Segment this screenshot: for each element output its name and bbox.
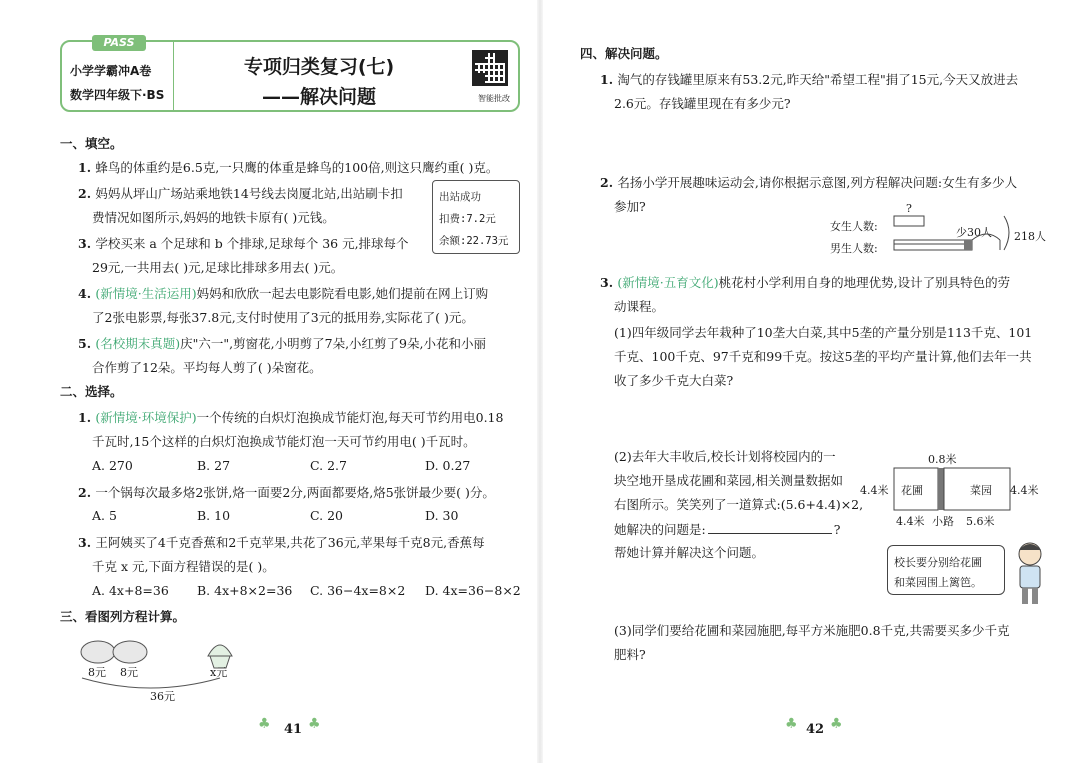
- question-text: 蜂鸟的体重约是6.5克,一只鹰的体重是蜂鸟的100倍,则这只鹰约重( )克。: [95, 160, 499, 175]
- subquestion-3-line2: 肥料?: [614, 647, 646, 662]
- speech-line: 和菜园围上篱笆。: [894, 576, 982, 589]
- question-4-1-cont: 2.6元。存钱罐里现在有多少元?: [614, 96, 791, 111]
- girls-bar: [894, 216, 924, 226]
- right-page: [540, 0, 1080, 763]
- question-2-2: 2. 一个锅每次最多烙2张饼,烙一面要2分,两面都要烙,烙5张饼最少要( )分。: [78, 485, 495, 500]
- question-text: 桃花村小学利用自身的地理优势,设计了别具特色的劳: [718, 275, 1011, 290]
- boy-character-icon: [1010, 540, 1050, 608]
- question-text: 一个锅每次最多烙2张饼,烙一面要2分,两面都要烙,烙5张饼最少要( )分。: [95, 485, 495, 500]
- choice-a[interactable]: A. 270: [92, 458, 133, 473]
- vegetable-garden-label: 菜园: [970, 484, 992, 497]
- context-tag: (新情境·生活运用): [95, 286, 197, 301]
- path-strip: [938, 468, 944, 510]
- speech-bubble: [887, 545, 1005, 595]
- question-1-1: 1. 蜂鸟的体重约是6.5克,一只鹰的体重是蜂鸟的100倍,则这只鹰约重( )克。: [78, 160, 499, 175]
- question-4-3-cont: 动课程。: [614, 299, 665, 314]
- choice-a[interactable]: A. 4x+8=36: [92, 583, 169, 598]
- question-4-2: 2. 名扬小学开展趣味运动会,请你根据示意图,列方程解决问题:女生有多少人: [600, 175, 1018, 190]
- question-4-2-cont: 参加?: [614, 199, 646, 214]
- question-text: 淘气的存钱罐里原来有53.2元,昨天给"希望工程"捐了15元,今天又放进去: [617, 72, 1019, 87]
- question-4-1: 1. 淘气的存钱罐里原来有53.2元,昨天给"希望工程"捐了15元,今天又放进去: [600, 72, 1019, 87]
- question-text: 她解决的问题是:: [614, 522, 706, 537]
- label-price-x: x元: [210, 666, 228, 679]
- question-2-1: 1. (新情境·环境保护)一个传统的白炽灯泡换成节能灯泡,每天可节约用电0.18: [78, 410, 504, 425]
- choice-b[interactable]: B. 27: [197, 458, 231, 473]
- pass-logo: PASS: [92, 35, 146, 51]
- page-number: 42: [806, 722, 825, 737]
- question-text: 庆"六一",剪窗花,小明剪了7朵,小红剪了9朵,小花和小丽: [180, 336, 486, 351]
- page-number: 41: [284, 722, 303, 737]
- question-text: 王阿姨买了4千克香蕉和2千克苹果,共花了36元,苹果每千克8元,香蕉每: [95, 535, 485, 550]
- context-tag: (新情境·环境保护): [95, 410, 197, 425]
- question-2-3-cont: 千克 x 元,下面方程错误的是( )。: [92, 559, 275, 574]
- sprout-icon: ♣: [830, 716, 843, 732]
- sprout-icon: ♣: [258, 716, 271, 732]
- subquestion-1-line2: 千克、100千克、97千克和99千克。按这5垄的平均产量计算,他们去年一共: [614, 349, 1032, 364]
- question-2-3: 3. 王阿姨买了4千克香蕉和2千克苹果,共花了36元,苹果每千克8元,香蕉每: [78, 535, 485, 550]
- choice-c[interactable]: C. 2.7: [310, 458, 347, 473]
- subquestion-1-line3: 收了多少千克大白菜?: [614, 373, 734, 388]
- context-tag: (名校期末真题): [95, 336, 181, 351]
- question-1-3: 3. 学校买来 a 个足球和 b 个排球,足球每个 36 元,排球每个: [78, 236, 409, 251]
- subquestion-2-line5: 帮她计算并解决这个问题。: [614, 545, 765, 560]
- receipt-line: 出站成功: [439, 191, 481, 203]
- choice-b[interactable]: B. 10: [197, 508, 231, 523]
- subquestion-3-line1: (3)同学们要给花圃和菜园施肥,每平方米施肥0.8千克,共需要买多少千克: [614, 623, 1010, 638]
- page-title: 专项归类复习(七): [243, 56, 395, 78]
- qr-label: 智能批改: [478, 94, 510, 103]
- header-series-box: [62, 36, 174, 110]
- grade-label: 数学四年级下·BS: [70, 88, 165, 102]
- question-1-2: 2. 妈妈从坪山广场站乘地铁14号线去岗厦北站,出站刷卡扣: [78, 186, 403, 201]
- question-1-2-cont: 费情况如图所示,妈妈的地铁卡原有( )元钱。: [92, 210, 335, 225]
- section-solve-problems: 四、解决问题。: [580, 46, 668, 61]
- label-price-1: 8元: [88, 666, 106, 679]
- header-box: [60, 36, 520, 112]
- unknown-mark: ?: [906, 202, 912, 215]
- choice-a[interactable]: A. 5: [92, 508, 117, 523]
- choice-c[interactable]: C. 20: [310, 508, 343, 523]
- label-price-2: 8元: [120, 666, 138, 679]
- question-text: 学校买来 a 个足球和 b 个排球,足球每个 36 元,排球每个: [95, 236, 409, 251]
- total-brace: [1004, 216, 1009, 250]
- dim-top: 0.8米: [928, 453, 957, 466]
- subquestion-2-line4: 她解决的问题是: ?: [614, 522, 841, 537]
- total-label: 218人: [1014, 230, 1046, 243]
- less-brace: [972, 234, 1000, 240]
- choice-d[interactable]: D. 30: [425, 508, 459, 523]
- path-label: 小路: [932, 515, 954, 528]
- question-1-5: 5. (名校期末真题)庆"六一",剪窗花,小明剪了7朵,小红剪了9朵,小花和小丽: [78, 336, 486, 351]
- choice-b[interactable]: B. 4x+8×2=36: [197, 583, 293, 598]
- question-4-3: 3. (新情境·五育文化)桃花村小学利用自身的地理优势,设计了别具特色的劳: [600, 275, 1011, 290]
- section-fill-blank: 一、填空。: [60, 136, 123, 151]
- page-subtitle: ——解决问题: [261, 86, 376, 108]
- subquestion-1-line1: (1)四年级同学去年栽种了10垄大白菜,其中5垄的产量分别是113千克、101: [614, 325, 1033, 340]
- sprout-icon: ♣: [308, 716, 321, 732]
- section-choice: 二、选择。: [60, 384, 123, 399]
- dim-left: 4.4米: [860, 484, 889, 497]
- answer-blank[interactable]: [708, 522, 832, 534]
- question-1-3-cont: 29元,一共用去( )元,足球比排球多用去( )元。: [92, 260, 344, 275]
- dim-bottom-left: 4.4米: [896, 515, 925, 528]
- choice-d[interactable]: D. 4x=36−8×2: [425, 583, 521, 598]
- cupcake-top-icon: [208, 645, 232, 656]
- question-1-5-cont: 合作剪了12朵。平均每人剪了( )朵窗花。: [92, 360, 322, 375]
- receipt-line: 余额:22.73元: [439, 235, 509, 247]
- speech-line: 校长要分别给花圃: [894, 556, 982, 569]
- boys-bar: [894, 240, 972, 250]
- section-equation-figure: 三、看图列方程计算。: [60, 609, 186, 624]
- sprout-icon: ♣: [785, 716, 798, 732]
- question-text: 名扬小学开展趣味运动会,请你根据示意图,列方程解决问题:女生有多少人: [617, 175, 1018, 190]
- question-1-4: 4. (新情境·生活运用)妈妈和欣欣一起去电影院看电影,她们提前在网上订购: [78, 286, 489, 301]
- series-name: 小学学霸冲A卷: [70, 64, 152, 78]
- less-label: 少30人: [956, 226, 992, 239]
- question-text: 一个传统的白炽灯泡换成节能灯泡,每天可节约用电0.18: [196, 410, 504, 425]
- choice-d[interactable]: D. 0.27: [425, 458, 471, 473]
- flower-bed-label: 花圃: [901, 484, 923, 497]
- dim-bottom-right: 5.6米: [966, 515, 995, 528]
- bar-model-figure: [892, 212, 1018, 260]
- bread-icon: [113, 641, 147, 663]
- context-tag: (新情境·五育文化): [617, 275, 719, 290]
- question-text: 妈妈从坪山广场站乘地铁14号线去岗厦北站,出站刷卡扣: [95, 186, 403, 201]
- receipt-line: 扣费:7.2元: [439, 213, 496, 225]
- boys-bar-divider: [964, 240, 972, 250]
- bread-icon: [81, 641, 115, 663]
- label-total: 36元: [150, 690, 175, 703]
- subquestion-2-line2: 块空地开垦成花圃和菜园,相关测量数据如: [614, 473, 843, 488]
- choice-c[interactable]: C. 36−4x=8×2: [310, 583, 406, 598]
- qr-code-icon[interactable]: [472, 50, 508, 86]
- subquestion-2-line1: (2)去年大丰收后,校长计划将校园内的一: [614, 449, 836, 464]
- question-2-1-cont: 千瓦时,15个这样的白炽灯泡换成节能灯泡一天可节约用电( )千瓦时。: [92, 434, 476, 449]
- boys-label: 男生人数:: [830, 242, 878, 255]
- dim-right: 4.4米: [1010, 484, 1039, 497]
- subquestion-2-line3: 右图所示。笑笑列了一道算式:(5.6+4.4)×2,: [614, 497, 864, 512]
- question-1-4-cont: 了2张电影票,每张37.8元,支付时使用了3元的抵用券,实际花了( )元。: [92, 310, 474, 325]
- girls-label: 女生人数:: [830, 220, 878, 233]
- metro-receipt: [432, 180, 520, 254]
- question-text: 妈妈和欣欣一起去电影院看电影,她们提前在网上订购: [196, 286, 489, 301]
